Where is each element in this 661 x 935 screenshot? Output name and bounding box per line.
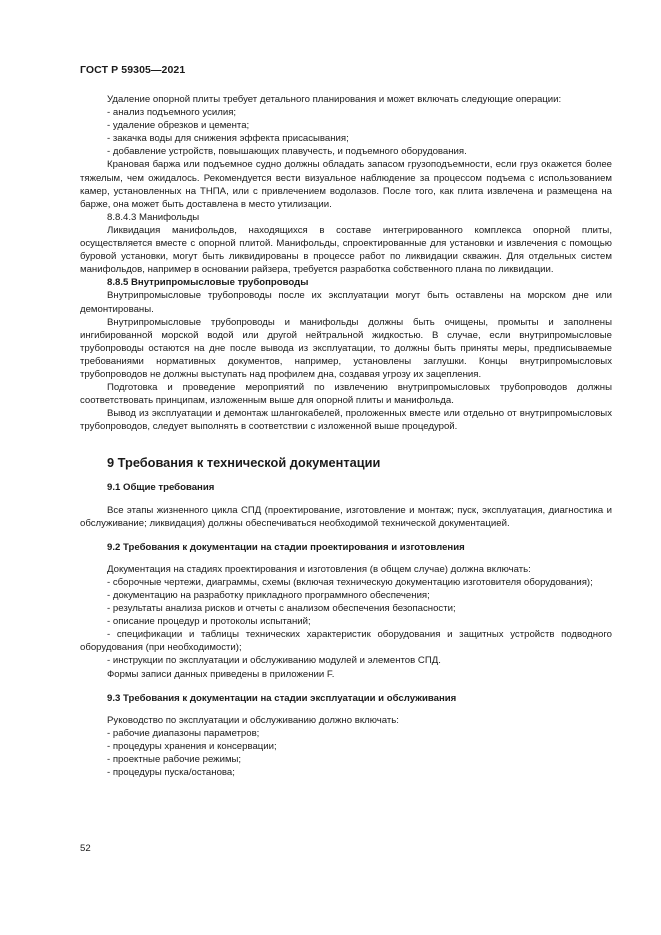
page-number: 52 (80, 843, 91, 854)
section-9-2-heading: 9.2 Требования к документации на стадии проектирования и изготовления (107, 541, 465, 553)
list-item: - сборочные чертежи, диаграммы, схемы (включая техническую документацию изготовителя оборудования); (107, 576, 593, 588)
list-item: - закачка воды для снижения эффекта присасывания; (107, 133, 349, 145)
section-9-title: 9 Требования к технической документации (107, 455, 381, 471)
plate-removal-intro: Удаление опорной плиты требует детального планирования и может включать следующие операции: (107, 94, 562, 105)
pipelines-paragraph: Внутрипромысловые трубопроводы после их эксплуатации могут быть оставлены на морском дне или демонтированы. (80, 290, 612, 315)
list-item: - процедуры пуска/останова; (107, 767, 235, 779)
section-9-2-note: Формы записи данных приведены в приложении F. (107, 668, 335, 680)
list-item: - анализ подъемного усилия; (107, 107, 237, 119)
section-9-3-heading: 9.3 Требования к документации на стадии эксплуатации и обслуживания (107, 692, 457, 704)
list-item: - добавление устройств, повышающих плавучесть, и подъемного оборудования. (107, 146, 467, 158)
section-9-1-heading: 9.1 Общие требования (107, 482, 215, 494)
list-item: - процедуры хранения и консервации; (107, 740, 277, 752)
pipelines-paragraph: Подготовка и проведение мероприятий по извлечению внутрипромысловых трубопроводов должны соответствовать принципам, изложенным выше для опорной плиты и манифольда. (80, 382, 612, 407)
list-item: - спецификации и таблицы технических характеристик оборудования и защитных устройств подводного оборудования (при необходимости); (80, 629, 612, 654)
list-item: - документацию на разработку прикладного программного обеспечения; (107, 590, 430, 601)
pipelines-paragraph: Вывод из эксплуатации и демонтаж шлангокабелей, проложенных вместе или отдельно от внутрипромысловых трубопроводов, следует выполнять в соответствии с изложенной выше процедурой. (80, 408, 612, 433)
manifolds-heading: 8.8.4.3 Манифольды (107, 211, 200, 223)
list-item: - удаление обрезков и цемента; (107, 120, 250, 132)
pipelines-paragraph: Внутрипромысловые трубопроводы и манифольды должны быть очищены, промыты и заполнены ингибированной морской водой или другой нейтральной жидкостью. В случае, если внутрипромысловые трубопроводы остаются на дне после вывода из эксплуатации, то должны быть приняты меры, предписываемые требованиями нормативных документов, например, установлены заглушки. Концы внутрипромысловых трубопроводов не должны выступать над профилем дна, создавая угрозу их зацепления. (80, 316, 612, 380)
document-header: ГОСТ Р 59305—2021 (80, 64, 186, 76)
list-item: - описание процедур и протоколы испытаний; (107, 616, 311, 628)
section-9-1-paragraph: Все этапы жизненного цикла СПД (проектирование, изготовление и монтаж; пуск, эксплуатация, диагностика и обслуживание; ликвидация) должны обеспечиваться необходимой технической документацией. (80, 504, 612, 529)
list-item: - рабочие диапазоны параметров; (107, 727, 260, 739)
list-item: - результаты анализа рисков и отчеты с анализом обеспечения безопасности; (107, 603, 456, 615)
section-9-3-intro: Руководство по эксплуатации и обслуживанию должно включать: (107, 714, 399, 726)
manifolds-paragraph: Ликвидация манифольдов, находящихся в составе интегрированного комплекса опорной плиты, осуществляется вместе с опорной плитой. Манифольды, спроектированные для установки и извлечения с помощью буровой установки, могут быть ликвидированы в процессе работ по ликвидации скважин. Для отдельных систем манифольдов, например в основании райзера, требуется разработка собственного плана по ликвидации. (80, 224, 612, 276)
list-item: - инструкции по эксплуатации и обслуживанию модулей и элементов СПД. (107, 655, 441, 667)
pipelines-heading: 8.8.5 Внутрипромысловые трубопроводы (107, 277, 309, 289)
list-item: - проектные рабочие режимы; (107, 754, 242, 766)
section-9-2-intro: Документация на стадиях проектирования и изготовления (в общем случае) должна включать: (107, 563, 531, 575)
barge-paragraph: Крановая баржа или подъемное судно должны обладать запасом грузоподъемности, если груз окажется более тяжелым, чем ожидалось. Рекомендуется вести визуальное наблюдение за процессом подъема с использованием камер, установленных на ТНПА, или с привлечением водолазов. После того, как плита извлечена и размещена на барже, она может быть доставлена в место утилизации. (80, 159, 612, 210)
document-body (80, 93, 612, 779)
